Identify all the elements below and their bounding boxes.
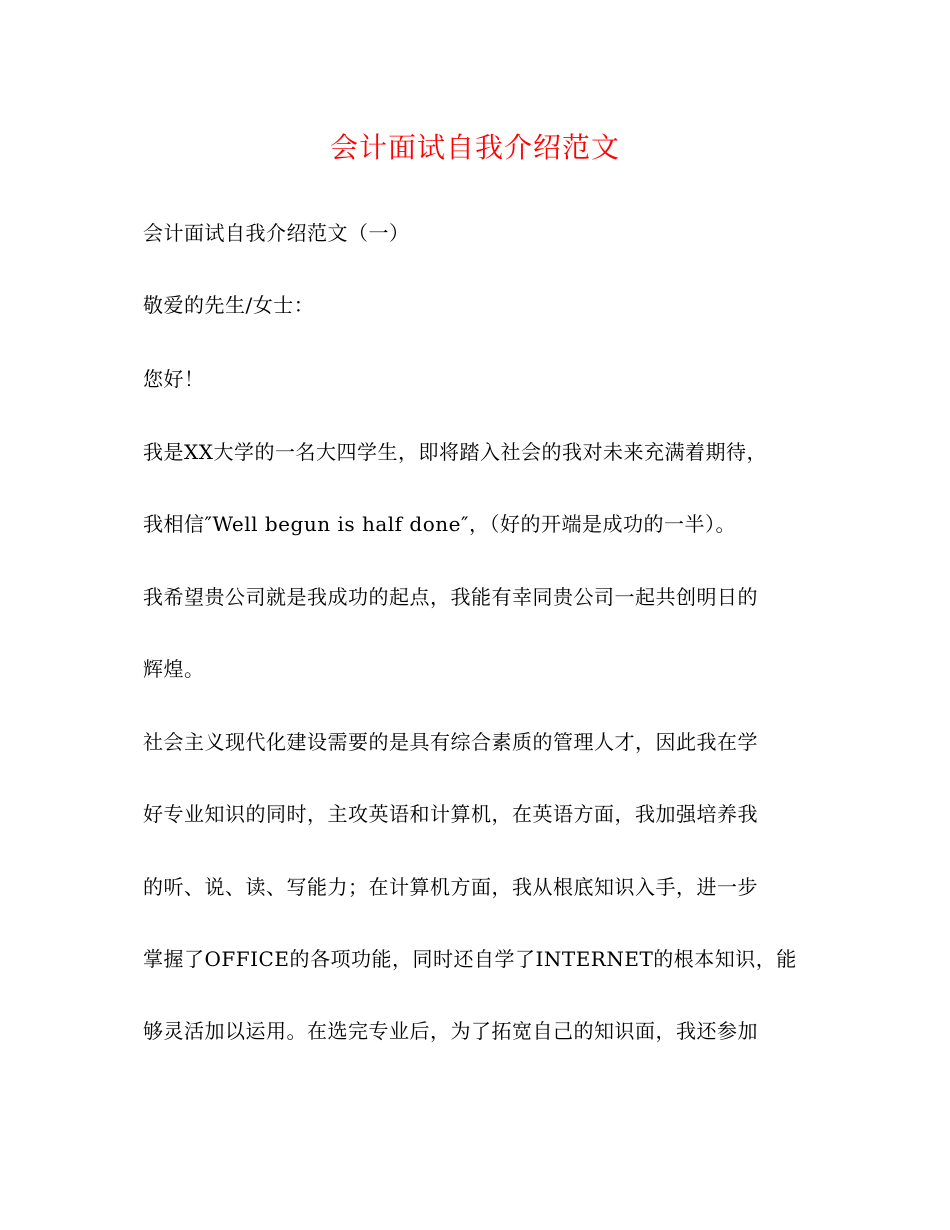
body-line: 辉煌。: [143, 657, 205, 681]
body-line: 我相信″Well begun is half done″，（好的开端是成功的一半）。: [143, 512, 736, 536]
body-line: 社会主义现代化建设需要的是具有综合素质的管理人才，因此我在学: [143, 730, 758, 754]
body-line: 掌握了OFFICE的各项功能，同时还自学了INTERNET的根本知识，能: [143, 947, 797, 971]
salutation: 敬爱的先生/女士：: [143, 293, 315, 317]
body-line: 的听、说、读、写能力；在计算机方面，我从根底知识入手，进一步: [143, 875, 758, 899]
body-line: 我是XX大学的一名大四学生，即将踏入社会的我对未来充满着期待，: [143, 440, 767, 464]
body-line: 我希望贵公司就是我成功的起点，我能有幸同贵公司一起共创明日的: [143, 585, 758, 609]
greeting: 您好！: [143, 367, 205, 391]
body-line: 好专业知识的同时，主攻英语和计算机，在英语方面，我加强培养我: [143, 802, 758, 826]
body-line: 够灵活加以运用。在选完专业后，为了拓宽自己的知识面，我还参加: [143, 1019, 758, 1043]
document-title: 会计面试自我介绍范文: [329, 131, 620, 164]
section-heading: 会计面试自我介绍范文（一）: [143, 221, 410, 245]
